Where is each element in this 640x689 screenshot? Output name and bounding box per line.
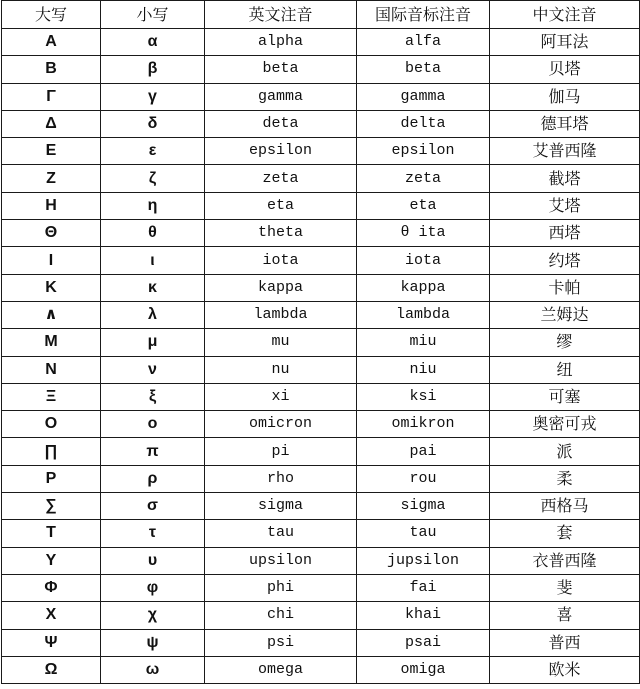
english-pronunciation-cell: omega bbox=[205, 656, 357, 683]
english-pronunciation-cell: gamma bbox=[205, 83, 357, 110]
header-chinese-pronunciation: 中文注音 bbox=[490, 1, 640, 29]
ipa-pronunciation-cell: gamma bbox=[357, 83, 490, 110]
uppercase-cell: Ο bbox=[2, 411, 101, 438]
ipa-pronunciation-cell: pai bbox=[357, 438, 490, 465]
chinese-pronunciation-cell: 艾塔 bbox=[490, 192, 640, 219]
lowercase-cell: η bbox=[101, 192, 205, 219]
chinese-pronunciation-cell: 纽 bbox=[490, 356, 640, 383]
uppercase-cell: Ν bbox=[2, 356, 101, 383]
ipa-pronunciation-cell: beta bbox=[357, 56, 490, 83]
uppercase-cell: Θ bbox=[2, 220, 101, 247]
ipa-pronunciation-cell: iota bbox=[357, 247, 490, 274]
english-pronunciation-cell: deta bbox=[205, 110, 357, 137]
header-row bbox=[2, 1, 640, 29]
uppercase-cell: Ζ bbox=[2, 165, 101, 192]
chinese-pronunciation-cell: 奥密可戎 bbox=[490, 411, 640, 438]
table-row bbox=[2, 520, 640, 547]
ipa-pronunciation-cell: fai bbox=[357, 574, 490, 601]
uppercase-cell: Χ bbox=[2, 602, 101, 629]
ipa-pronunciation-cell: eta bbox=[357, 192, 490, 219]
lowercase-cell: λ bbox=[101, 301, 205, 328]
table-row bbox=[2, 383, 640, 410]
table-row bbox=[2, 602, 640, 629]
chinese-pronunciation-cell: 斐 bbox=[490, 574, 640, 601]
table-row bbox=[2, 83, 640, 110]
table-row bbox=[2, 247, 640, 274]
english-pronunciation-cell: eta bbox=[205, 192, 357, 219]
english-pronunciation-cell: nu bbox=[205, 356, 357, 383]
chinese-pronunciation-cell: 伽马 bbox=[490, 83, 640, 110]
table-row bbox=[2, 438, 640, 465]
uppercase-cell: Μ bbox=[2, 329, 101, 356]
chinese-pronunciation-cell: 柔 bbox=[490, 465, 640, 492]
english-pronunciation-cell: rho bbox=[205, 465, 357, 492]
table-row bbox=[2, 547, 640, 574]
lowercase-cell: μ bbox=[101, 329, 205, 356]
header-uppercase: 大写 bbox=[2, 1, 101, 29]
english-pronunciation-cell: theta bbox=[205, 220, 357, 247]
table-row bbox=[2, 356, 640, 383]
lowercase-cell: ρ bbox=[101, 465, 205, 492]
lowercase-cell: ζ bbox=[101, 165, 205, 192]
ipa-pronunciation-cell: khai bbox=[357, 602, 490, 629]
header-lowercase: 小写 bbox=[101, 1, 205, 29]
table-row bbox=[2, 493, 640, 520]
chinese-pronunciation-cell: 兰姆达 bbox=[490, 301, 640, 328]
table-row bbox=[2, 110, 640, 137]
english-pronunciation-cell: mu bbox=[205, 329, 357, 356]
lowercase-cell: ε bbox=[101, 138, 205, 165]
uppercase-cell: ∏ bbox=[2, 438, 101, 465]
english-pronunciation-cell: phi bbox=[205, 574, 357, 601]
table-row bbox=[2, 192, 640, 219]
uppercase-cell: Ρ bbox=[2, 465, 101, 492]
lowercase-cell: δ bbox=[101, 110, 205, 137]
table-row bbox=[2, 165, 640, 192]
chinese-pronunciation-cell: 衣普西隆 bbox=[490, 547, 640, 574]
uppercase-cell: Ω bbox=[2, 656, 101, 683]
chinese-pronunciation-cell: 西塔 bbox=[490, 220, 640, 247]
table-body bbox=[2, 29, 640, 684]
uppercase-cell: Β bbox=[2, 56, 101, 83]
lowercase-cell: υ bbox=[101, 547, 205, 574]
table-row bbox=[2, 574, 640, 601]
english-pronunciation-cell: xi bbox=[205, 383, 357, 410]
chinese-pronunciation-cell: 可塞 bbox=[490, 383, 640, 410]
header-ipa-pronunciation: 国际音标注音 bbox=[357, 1, 490, 29]
table-row bbox=[2, 329, 640, 356]
uppercase-cell: Γ bbox=[2, 83, 101, 110]
greek-alphabet-table bbox=[1, 0, 640, 684]
uppercase-cell: Κ bbox=[2, 274, 101, 301]
ipa-pronunciation-cell: θ ita bbox=[357, 220, 490, 247]
table-row bbox=[2, 29, 640, 56]
lowercase-cell: ξ bbox=[101, 383, 205, 410]
english-pronunciation-cell: pi bbox=[205, 438, 357, 465]
ipa-pronunciation-cell: psai bbox=[357, 629, 490, 656]
ipa-pronunciation-cell: niu bbox=[357, 356, 490, 383]
lowercase-cell: ψ bbox=[101, 629, 205, 656]
english-pronunciation-cell: chi bbox=[205, 602, 357, 629]
chinese-pronunciation-cell: 德耳塔 bbox=[490, 110, 640, 137]
ipa-pronunciation-cell: zeta bbox=[357, 165, 490, 192]
english-pronunciation-cell: lambda bbox=[205, 301, 357, 328]
english-pronunciation-cell: alpha bbox=[205, 29, 357, 56]
lowercase-cell: κ bbox=[101, 274, 205, 301]
lowercase-cell: χ bbox=[101, 602, 205, 629]
ipa-pronunciation-cell: rou bbox=[357, 465, 490, 492]
chinese-pronunciation-cell: 艾普西隆 bbox=[490, 138, 640, 165]
chinese-pronunciation-cell: 缪 bbox=[490, 329, 640, 356]
chinese-pronunciation-cell: 截塔 bbox=[490, 165, 640, 192]
lowercase-cell: φ bbox=[101, 574, 205, 601]
ipa-pronunciation-cell: tau bbox=[357, 520, 490, 547]
english-pronunciation-cell: upsilon bbox=[205, 547, 357, 574]
lowercase-cell: ι bbox=[101, 247, 205, 274]
lowercase-cell: ν bbox=[101, 356, 205, 383]
table-row bbox=[2, 629, 640, 656]
english-pronunciation-cell: tau bbox=[205, 520, 357, 547]
chinese-pronunciation-cell: 贝塔 bbox=[490, 56, 640, 83]
table-row bbox=[2, 138, 640, 165]
uppercase-cell: Φ bbox=[2, 574, 101, 601]
lowercase-cell: θ bbox=[101, 220, 205, 247]
ipa-pronunciation-cell: sigma bbox=[357, 493, 490, 520]
uppercase-cell: Α bbox=[2, 29, 101, 56]
ipa-pronunciation-cell: omiga bbox=[357, 656, 490, 683]
ipa-pronunciation-cell: ksi bbox=[357, 383, 490, 410]
chinese-pronunciation-cell: 派 bbox=[490, 438, 640, 465]
ipa-pronunciation-cell: omikron bbox=[357, 411, 490, 438]
lowercase-cell: α bbox=[101, 29, 205, 56]
lowercase-cell: ο bbox=[101, 411, 205, 438]
uppercase-cell: Η bbox=[2, 192, 101, 219]
ipa-pronunciation-cell: lambda bbox=[357, 301, 490, 328]
lowercase-cell: β bbox=[101, 56, 205, 83]
uppercase-cell: Ψ bbox=[2, 629, 101, 656]
table-row bbox=[2, 220, 640, 247]
uppercase-cell: ∧ bbox=[2, 301, 101, 328]
english-pronunciation-cell: epsilon bbox=[205, 138, 357, 165]
ipa-pronunciation-cell: epsilon bbox=[357, 138, 490, 165]
lowercase-cell: π bbox=[101, 438, 205, 465]
ipa-pronunciation-cell: delta bbox=[357, 110, 490, 137]
ipa-pronunciation-cell: kappa bbox=[357, 274, 490, 301]
chinese-pronunciation-cell: 喜 bbox=[490, 602, 640, 629]
english-pronunciation-cell: beta bbox=[205, 56, 357, 83]
table-row bbox=[2, 301, 640, 328]
chinese-pronunciation-cell: 阿耳法 bbox=[490, 29, 640, 56]
table-row bbox=[2, 411, 640, 438]
chinese-pronunciation-cell: 西格马 bbox=[490, 493, 640, 520]
uppercase-cell: Ι bbox=[2, 247, 101, 274]
chinese-pronunciation-cell: 套 bbox=[490, 520, 640, 547]
uppercase-cell: Υ bbox=[2, 547, 101, 574]
english-pronunciation-cell: zeta bbox=[205, 165, 357, 192]
chinese-pronunciation-cell: 约塔 bbox=[490, 247, 640, 274]
ipa-pronunciation-cell: miu bbox=[357, 329, 490, 356]
table-row bbox=[2, 56, 640, 83]
lowercase-cell: ω bbox=[101, 656, 205, 683]
english-pronunciation-cell: kappa bbox=[205, 274, 357, 301]
english-pronunciation-cell: sigma bbox=[205, 493, 357, 520]
table-row bbox=[2, 656, 640, 683]
uppercase-cell: Δ bbox=[2, 110, 101, 137]
uppercase-cell: Ξ bbox=[2, 383, 101, 410]
chinese-pronunciation-cell: 卡帕 bbox=[490, 274, 640, 301]
uppercase-cell: Ε bbox=[2, 138, 101, 165]
english-pronunciation-cell: psi bbox=[205, 629, 357, 656]
chinese-pronunciation-cell: 欧米 bbox=[490, 656, 640, 683]
chinese-pronunciation-cell: 普西 bbox=[490, 629, 640, 656]
english-pronunciation-cell: omicron bbox=[205, 411, 357, 438]
ipa-pronunciation-cell: alfa bbox=[357, 29, 490, 56]
ipa-pronunciation-cell: jupsilon bbox=[357, 547, 490, 574]
header-english-pronunciation: 英文注音 bbox=[205, 1, 357, 29]
lowercase-cell: τ bbox=[101, 520, 205, 547]
table-row bbox=[2, 465, 640, 492]
lowercase-cell: γ bbox=[101, 83, 205, 110]
uppercase-cell: ∑ bbox=[2, 493, 101, 520]
table-row bbox=[2, 274, 640, 301]
english-pronunciation-cell: iota bbox=[205, 247, 357, 274]
lowercase-cell: σ bbox=[101, 493, 205, 520]
uppercase-cell: Τ bbox=[2, 520, 101, 547]
